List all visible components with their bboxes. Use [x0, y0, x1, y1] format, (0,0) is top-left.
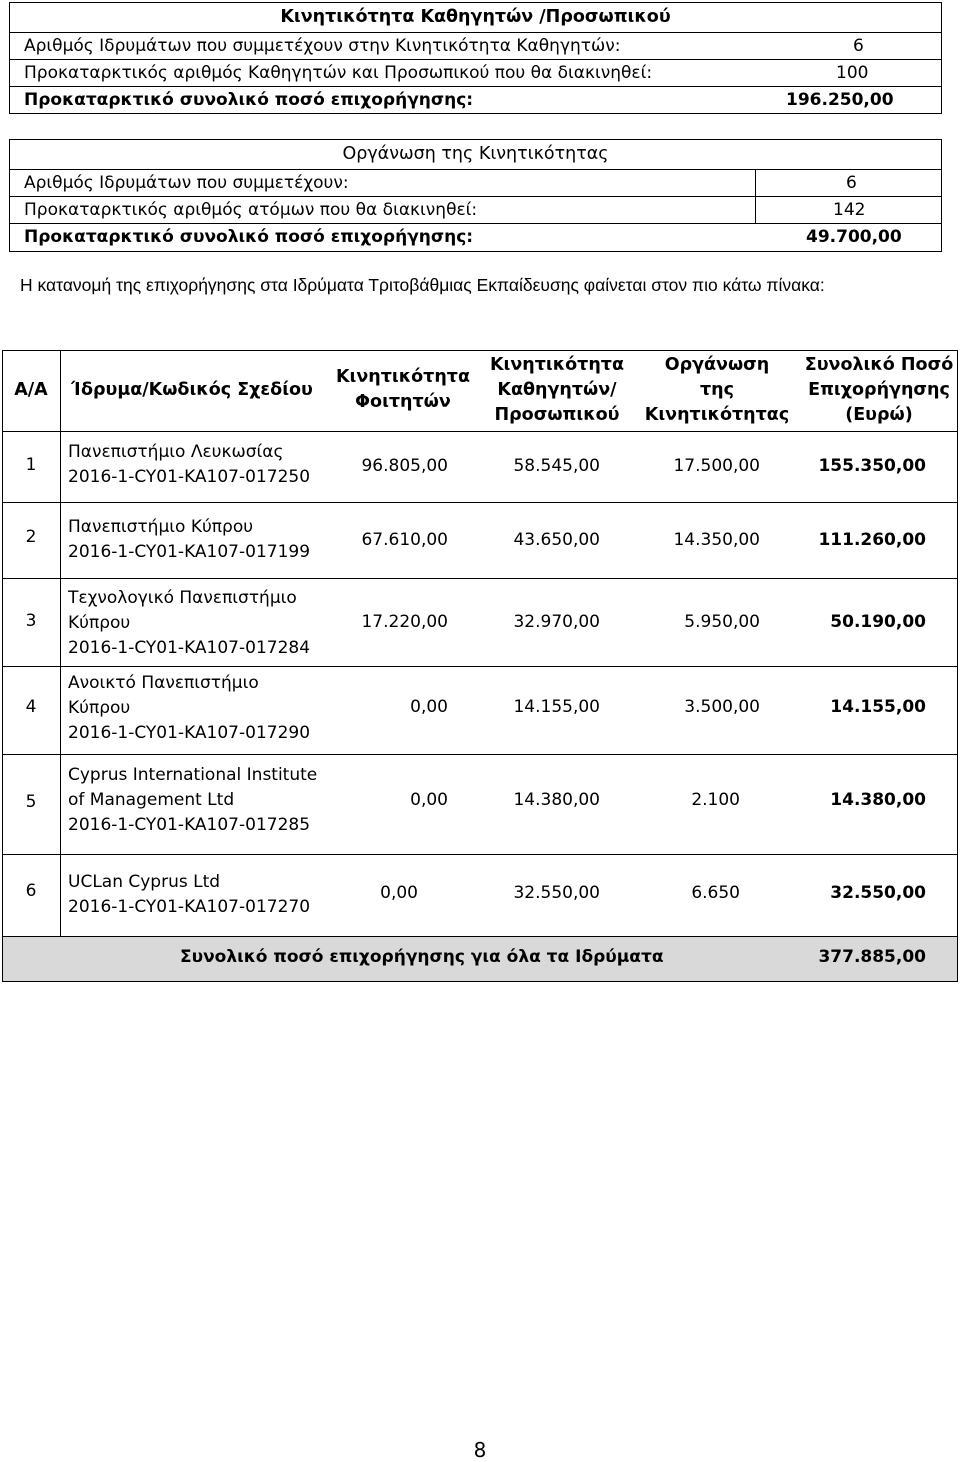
- row-label: Προκαταρκτικός αριθμός Καθηγητών και Προσωπικού που θα διακινηθεί:: [24, 63, 653, 83]
- students-amount: 0,00: [380, 883, 418, 903]
- organisation-row: [10, 197, 941, 224]
- staff-amount: 14.380,00: [513, 790, 600, 810]
- header-line: Συνολικό Ποσό: [804, 355, 954, 375]
- organisation-amount: 6.650: [691, 883, 740, 903]
- institution-line: 2016-1-CY01-KA107-017270: [68, 897, 311, 917]
- intro-paragraph: Η κατανομή της επιχορήγησης στα Ιδρύματα Τριτοβάθμιας Εκπαίδευσης φαίνεται στον πιο κάτω πίνακα:: [20, 275, 825, 295]
- students-amount: 0,00: [410, 697, 448, 717]
- institution-line: Κύπρου: [68, 698, 131, 718]
- row-number: 6: [25, 881, 37, 901]
- students-amount: 67.610,00: [361, 530, 448, 550]
- row-label: Προκαταρκτικό συνολικό ποσό επιχορήγησης:: [24, 227, 474, 247]
- organisation-amount: 17.500,00: [673, 456, 760, 476]
- row-value: 6: [846, 173, 857, 193]
- total-amount: 14.380,00: [830, 790, 926, 810]
- organisation-amount: 5.950,00: [684, 612, 760, 632]
- staff-mobility-row: [10, 87, 941, 113]
- header-students: [328, 365, 478, 415]
- organisation-row: [10, 170, 941, 197]
- header-line: Καθηγητών/: [497, 380, 617, 400]
- total-amount: 14.155,00: [830, 697, 926, 717]
- header-line: της: [699, 380, 734, 400]
- row-number: 4: [25, 697, 37, 717]
- organisation-title: Οργάνωση της Κινητικότητας: [10, 140, 941, 170]
- grand-total-label: Συνολικό ποσό επιχορήγησης για όλα τα Ιδρύματα: [180, 947, 664, 967]
- header-organisation: [642, 353, 792, 428]
- institution-line: 2016-1-CY01-KA107-017285: [68, 815, 311, 835]
- staff-mobility-title: Κινητικότητα Καθηγητών /Προσωπικού: [10, 3, 941, 33]
- staff-mobility-box: [9, 2, 942, 114]
- students-amount: 17.220,00: [361, 612, 448, 632]
- institution-cell: [68, 586, 310, 661]
- header-line: (Ευρώ): [845, 405, 913, 425]
- organisation-amount: 14.350,00: [673, 530, 760, 550]
- row-number: 3: [25, 611, 37, 631]
- header-institution: Ίδρυμα/Κωδικός Σχεδίου: [71, 380, 313, 400]
- header-line: Φοιτητών: [355, 392, 451, 412]
- students-amount: 0,00: [410, 790, 448, 810]
- row-label: Προκαταρκτικός αριθμός ατόμων που θα διακινηθεί:: [24, 200, 478, 220]
- total-amount: 32.550,00: [830, 883, 926, 903]
- students-amount: 96.805,00: [361, 456, 448, 476]
- staff-amount: 58.545,00: [513, 456, 600, 476]
- header-aa: Α/Α: [14, 380, 48, 400]
- institution-line: Πανεπιστήμιο Λευκωσίας: [68, 442, 284, 462]
- row-value: 100: [836, 63, 869, 83]
- total-amount: 50.190,00: [830, 612, 926, 632]
- institution-line: 2016-1-CY01-KA107-017284: [68, 638, 311, 658]
- institution-line: 2016-1-CY01-KA107-017199: [68, 542, 311, 562]
- institution-line: Κύπρου: [68, 613, 131, 633]
- row-number: 5: [25, 792, 37, 812]
- header-line: Οργάνωση: [664, 355, 770, 375]
- institution-cell: [68, 870, 310, 920]
- institution-line: Cyprus International Institute: [68, 765, 318, 785]
- page-number: 8: [473, 1438, 487, 1462]
- row-label: Αριθμός Ιδρυμάτων που συμμετέχουν:: [24, 173, 349, 193]
- organisation-amount: 2.100: [691, 790, 740, 810]
- header-line: Κινητικότητα: [335, 367, 471, 387]
- organisation-amount: 3.500,00: [684, 697, 760, 717]
- total-amount: 111.260,00: [818, 530, 926, 550]
- row-value: 142: [833, 200, 866, 220]
- row-label: Προκαταρκτικό συνολικό ποσό επιχορήγησης:: [24, 90, 474, 110]
- staff-amount: 32.970,00: [513, 612, 600, 632]
- institution-line: 2016-1-CY01-KA107-017250: [68, 467, 311, 487]
- header-staff: [482, 353, 632, 428]
- header-line: Κινητικότητα: [489, 355, 625, 375]
- row-number: 1: [25, 455, 37, 475]
- header-total: [802, 353, 956, 428]
- institution-cell: [68, 440, 310, 490]
- grand-total-value: 377.885,00: [818, 947, 926, 967]
- row-value: 6: [853, 36, 864, 56]
- organisation-row: [10, 224, 941, 250]
- staff-mobility-row: [10, 60, 941, 87]
- institution-line: Πανεπιστήμιο Κύπρου: [68, 517, 254, 537]
- header-line: Κινητικότητας: [644, 405, 790, 425]
- row-value: 196.250,00: [786, 90, 894, 110]
- row-number: 2: [25, 527, 37, 547]
- institution-cell: [68, 763, 317, 838]
- staff-amount: 43.650,00: [513, 530, 600, 550]
- staff-mobility-row: [10, 33, 941, 60]
- total-amount: 155.350,00: [818, 456, 926, 476]
- row-label: Αριθμός Ιδρυμάτων που συμμετέχουν στην Κινητικότητα Καθηγητών:: [24, 36, 621, 56]
- institution-cell: [68, 671, 310, 746]
- institution-line: of Management Ltd: [68, 790, 235, 810]
- institution-line: Τεχνολογικό Πανεπιστήμιο: [68, 588, 297, 608]
- allocation-table: [2, 350, 958, 982]
- row-value: 49.700,00: [806, 227, 902, 247]
- header-line: Προσωπικού: [494, 405, 620, 425]
- institution-line: 2016-1-CY01-KA107-017290: [68, 723, 311, 743]
- staff-amount: 32.550,00: [513, 883, 600, 903]
- staff-amount: 14.155,00: [513, 697, 600, 717]
- institution-line: UCLan Cyprus Ltd: [68, 872, 221, 892]
- header-line: Επιχορήγησης: [808, 380, 950, 400]
- institution-line: Ανοικτό Πανεπιστήμιο: [68, 673, 259, 693]
- organisation-box: [9, 139, 942, 252]
- institution-cell: [68, 515, 310, 565]
